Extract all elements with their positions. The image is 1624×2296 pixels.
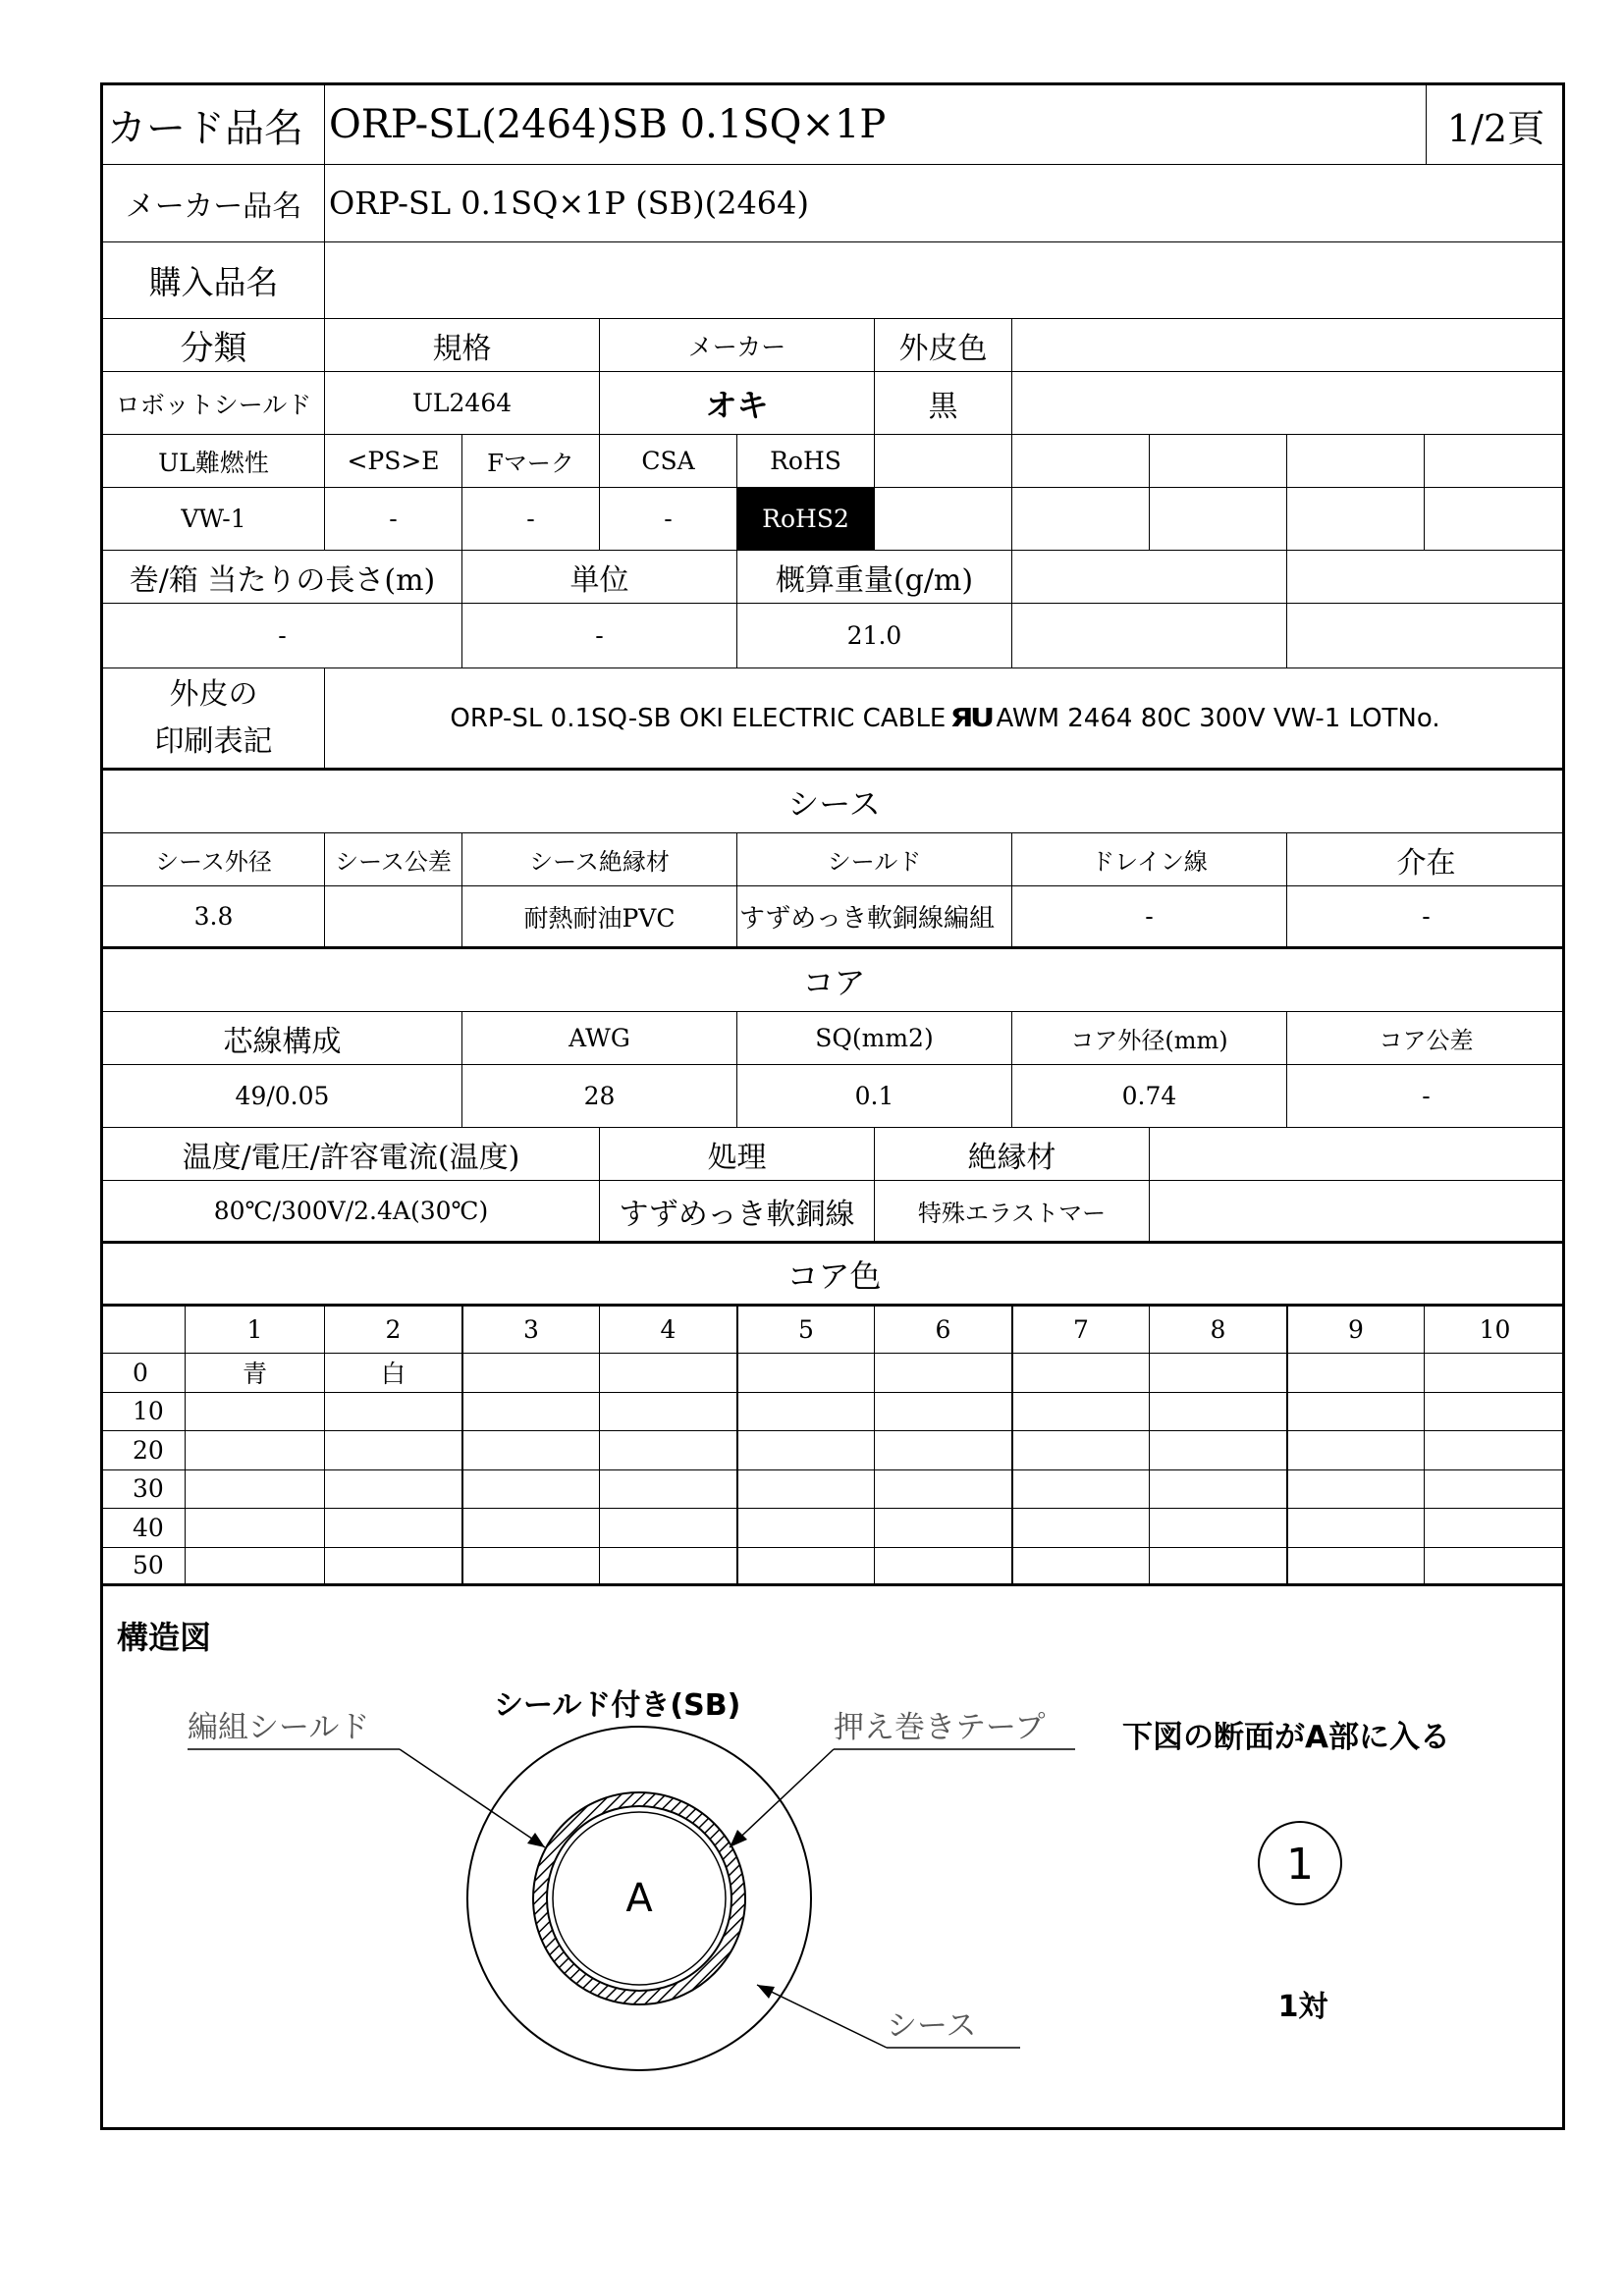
core-color-cell <box>325 1509 462 1548</box>
grid-row-label: 50 <box>103 1548 186 1587</box>
page-number: 1/2頁 <box>1427 85 1565 165</box>
core-tolerance-header: コア公差 <box>1287 1012 1565 1065</box>
core-color-cell: 青 <box>186 1354 325 1393</box>
print-marking-label <box>103 668 325 771</box>
maker-header: メーカー <box>600 319 875 372</box>
rating-header: 温度/電圧/許容電流(温度) <box>103 1128 600 1181</box>
sheath-section-title: シース <box>103 771 1565 833</box>
insulation-header: 絶縁材 <box>875 1128 1150 1181</box>
grid-column-header: 5 <box>737 1307 875 1354</box>
core-color-cell <box>737 1509 875 1548</box>
print-marking-label-line1: 外皮の <box>169 676 258 712</box>
core-color-cell <box>875 1431 1012 1470</box>
core-tolerance-value: - <box>1287 1065 1565 1128</box>
core-color-cell <box>186 1431 325 1470</box>
length-value: - <box>103 604 462 668</box>
sheath-tolerance-header: シース公差 <box>325 833 462 886</box>
print-text-before: ORP-SL 0.1SQ-SB OKI ELECTRIC CABLE <box>450 703 947 733</box>
core-od-header: コア外径(mm) <box>1012 1012 1287 1065</box>
core-color-cell <box>1150 1431 1287 1470</box>
pse-value: - <box>325 488 462 551</box>
core-color-cell <box>1287 1470 1425 1510</box>
core-color-cell <box>1425 1354 1565 1393</box>
core-color-section-title: コア色 <box>103 1244 1565 1307</box>
core-color-cell <box>462 1431 600 1470</box>
tape-label: 押え巻きテープ <box>834 1710 1046 1745</box>
empty-cell <box>1425 488 1565 551</box>
core-color-cell <box>325 1548 462 1587</box>
core-color-cell <box>1287 1548 1425 1587</box>
drain-wire-header: ドレイン線 <box>1012 833 1287 886</box>
core-color-cell <box>462 1509 600 1548</box>
empty-cell <box>1287 604 1565 668</box>
core-color-cell <box>875 1470 1012 1510</box>
core-color-cell <box>186 1548 325 1587</box>
card-name-value: ORP-SL(2464)SB 0.1SQ×1P <box>325 85 1427 165</box>
grid-column-header: 4 <box>600 1307 737 1354</box>
f-mark-value: - <box>462 488 600 551</box>
sheath-od-header: シース外径 <box>103 833 325 886</box>
ul-flame-header: UL難燃性 <box>103 435 325 488</box>
sheath-label: シース <box>887 2008 977 2044</box>
core-color-cell: 白 <box>325 1354 462 1393</box>
drain-wire-value: - <box>1012 886 1287 949</box>
grid-row-label: 20 <box>103 1431 186 1470</box>
rating-value: 80℃/300V/2.4A(30℃) <box>103 1181 600 1244</box>
core-color-cell <box>600 1548 737 1587</box>
core-color-cell <box>1287 1509 1425 1548</box>
core-color-cell <box>462 1548 600 1587</box>
sheath-color-value: 黒 <box>875 372 1012 435</box>
sq-header: SQ(mm2) <box>737 1012 1012 1065</box>
core-color-cell <box>1150 1393 1287 1432</box>
braid-shield-label: 編組シールド <box>188 1710 370 1745</box>
diagram-note: 下図の断面がA部に入る <box>1122 1720 1450 1755</box>
unit-value: - <box>462 604 737 668</box>
empty-cell <box>1287 551 1565 604</box>
empty-cell <box>1012 604 1287 668</box>
pair-label: 1対 <box>1277 1990 1328 2024</box>
structure-diagram <box>103 1612 1562 2127</box>
print-marking-text <box>325 668 1565 771</box>
shield-value: すずめっき軟銅線編組 <box>737 886 1012 949</box>
core-color-cell <box>1150 1509 1287 1548</box>
empty-cell <box>1287 435 1425 488</box>
shield-header: シールド <box>737 833 1012 886</box>
core-color-cell <box>1287 1354 1425 1393</box>
core-color-cell <box>1150 1354 1287 1393</box>
awg-value: 28 <box>462 1065 737 1128</box>
conductor-value: 49/0.05 <box>103 1065 462 1128</box>
grid-column-header: 9 <box>1287 1307 1425 1354</box>
csa-value: - <box>600 488 737 551</box>
treatment-header: 処理 <box>600 1128 875 1181</box>
maker-name-value: ORP-SL 0.1SQ×1P (SB)(2464) <box>325 165 1565 242</box>
core-color-cell <box>1425 1509 1565 1548</box>
f-mark-header: Fマーク <box>462 435 600 488</box>
core-color-cell <box>1425 1431 1565 1470</box>
core-color-cell <box>737 1431 875 1470</box>
core-color-cell <box>875 1509 1012 1548</box>
sq-value: 0.1 <box>737 1065 1012 1128</box>
core-color-cell <box>737 1548 875 1587</box>
core-color-cell <box>600 1509 737 1548</box>
grid-column-header: 3 <box>462 1307 600 1354</box>
core-color-cell <box>1012 1393 1150 1432</box>
diagram-title: シールド付き(SB) <box>494 1688 741 1723</box>
grid-corner-cell <box>103 1307 186 1354</box>
core-color-cell <box>875 1393 1012 1432</box>
sheath-insulation-header: シース絶縁材 <box>462 833 737 886</box>
core-color-cell <box>1012 1509 1150 1548</box>
core-color-cell <box>1150 1548 1287 1587</box>
insulation-value: 特殊エラストマー <box>875 1181 1150 1244</box>
core-color-cell <box>325 1470 462 1510</box>
leader-line <box>757 1985 887 2048</box>
core-color-cell <box>875 1354 1012 1393</box>
empty-cell <box>875 488 1012 551</box>
core-color-cell <box>462 1354 600 1393</box>
standard-header: 規格 <box>325 319 600 372</box>
empty-cell <box>1012 435 1150 488</box>
core-color-cell <box>1425 1470 1565 1510</box>
empty-cell <box>1150 1181 1565 1244</box>
conductor-header: 芯線構成 <box>103 1012 462 1065</box>
empty-cell <box>1012 551 1287 604</box>
grid-row-label: 30 <box>103 1470 186 1510</box>
maker-name-label: メーカー品名 <box>103 165 325 242</box>
core-color-cell <box>737 1354 875 1393</box>
core-section-title: コア <box>103 949 1565 1012</box>
core-color-cell <box>737 1393 875 1432</box>
core-od-value: 0.74 <box>1012 1065 1287 1128</box>
card-name-label: カード品名 <box>103 85 325 165</box>
core-color-cell <box>737 1470 875 1510</box>
core-color-cell <box>186 1470 325 1510</box>
purchase-name-label: 購入品名 <box>103 242 325 319</box>
arrow-icon <box>527 1833 545 1847</box>
length-header: 巻/箱 当たりの長さ(m) <box>103 551 462 604</box>
filler-header: 介在 <box>1287 833 1565 886</box>
ul-logo-icon: ЯU <box>949 703 993 733</box>
core-color-cell <box>600 1431 737 1470</box>
filler-value: - <box>1287 886 1565 949</box>
core-color-cell <box>325 1431 462 1470</box>
awg-header: AWG <box>462 1012 737 1065</box>
core-color-cell <box>600 1393 737 1432</box>
weight-value: 21.0 <box>737 604 1012 668</box>
grid-column-header: 10 <box>1425 1307 1565 1354</box>
core-color-cell <box>1425 1393 1565 1432</box>
classification-header: 分類 <box>103 319 325 372</box>
leader-line <box>400 1749 545 1847</box>
empty-cell <box>1425 435 1565 488</box>
weight-header: 概算重量(g/m) <box>737 551 1012 604</box>
grid-column-header: 7 <box>1012 1307 1150 1354</box>
sheath-insulation-value: 耐熱耐油PVC <box>462 886 737 949</box>
spec-sheet <box>100 82 1565 2130</box>
core-color-cell <box>462 1393 600 1432</box>
grid-column-header: 1 <box>186 1307 325 1354</box>
print-text-after: AWM 2464 80C 300V VW-1 LOTNo. <box>996 703 1440 733</box>
core-color-cell <box>875 1548 1012 1587</box>
rohs-value: RoHS2 <box>737 488 875 551</box>
core-color-cell <box>1012 1548 1150 1587</box>
core-color-cell <box>1012 1431 1150 1470</box>
purchase-name-value <box>325 242 1565 319</box>
empty-cell <box>1150 1128 1565 1181</box>
empty-cell <box>1150 488 1287 551</box>
core-color-cell <box>1425 1548 1565 1587</box>
pse-header: <PS>E <box>325 435 462 488</box>
grid-row-label: 10 <box>103 1393 186 1432</box>
empty-cell <box>1150 435 1287 488</box>
classification-value: ロボットシールド <box>103 372 325 435</box>
core-color-cell <box>1150 1470 1287 1510</box>
empty-cell <box>1012 372 1565 435</box>
grid-column-header: 2 <box>325 1307 462 1354</box>
sheath-od-value: 3.8 <box>103 886 325 949</box>
core-color-cell <box>1287 1431 1425 1470</box>
core-color-cell <box>600 1470 737 1510</box>
sheath-tolerance-value <box>325 886 462 949</box>
arrow-icon <box>757 1985 775 1999</box>
ul-flame-value: VW-1 <box>103 488 325 551</box>
sheath-color-header: 外皮色 <box>875 319 1012 372</box>
core-color-cell <box>186 1393 325 1432</box>
maker-value: オキ <box>600 372 875 435</box>
rohs-header: RoHS <box>737 435 875 488</box>
grid-column-header: 6 <box>875 1307 1012 1354</box>
treatment-value: すずめっき軟銅線 <box>600 1181 875 1244</box>
core-area-label: A <box>625 1876 653 1921</box>
standard-value: UL2464 <box>325 372 600 435</box>
grid-row-label: 40 <box>103 1509 186 1548</box>
empty-cell <box>1287 488 1425 551</box>
core-color-cell <box>600 1354 737 1393</box>
grid-row-label: 0 <box>103 1354 186 1393</box>
core-color-cell <box>325 1393 462 1432</box>
print-marking-label-line2: 印刷表記 <box>154 723 273 759</box>
empty-cell <box>875 435 1012 488</box>
core-color-cell <box>1287 1393 1425 1432</box>
core-color-cell <box>462 1470 600 1510</box>
csa-header: CSA <box>600 435 737 488</box>
circle-number: 1 <box>1286 1840 1314 1890</box>
core-color-cell <box>1012 1470 1150 1510</box>
unit-header: 単位 <box>462 551 737 604</box>
core-color-cell <box>1012 1354 1150 1393</box>
structure-title: 構造図 <box>117 1619 212 1656</box>
empty-cell <box>1012 488 1150 551</box>
grid-column-header: 8 <box>1150 1307 1287 1354</box>
core-color-cell <box>186 1509 325 1548</box>
empty-cell <box>1012 319 1565 372</box>
